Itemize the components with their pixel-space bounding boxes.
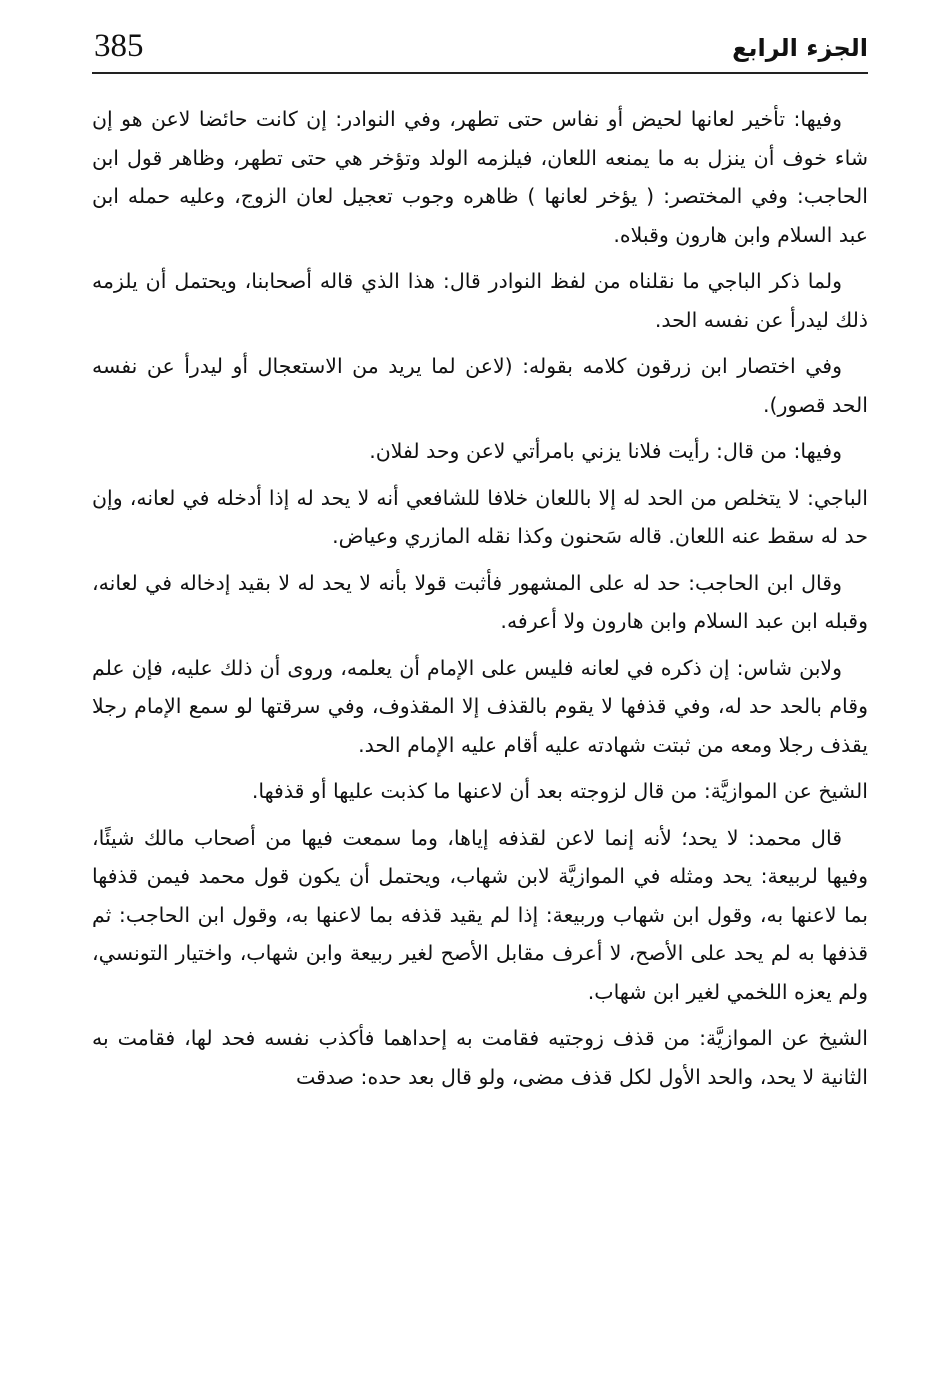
body-text	[92, 100, 868, 1104]
page-header	[92, 26, 868, 74]
paragraph: الباجي: لا يتخلص من الحد له إلا باللعان خلافا للشافعي أنه لا يحد له إذا أدخله في لعانه، وإن حد له سقط عنه اللعان. قاله سَحنون وكذا نقله المازري وعياض.	[92, 485, 868, 548]
paragraph: ولما ذكر الباجي ما نقلناه من لفظ النوادر قال: هذا الذي قاله أصحابنا، ويحتمل أن يلزمه ذلك ليدرأ عن نفسه الحد.	[92, 269, 868, 332]
paragraph: الشيخ عن الموازيَّة: من قال لزوجته بعد أن لاعنها ما كذبت عليها أو قذفها.	[251, 779, 868, 803]
paragraph: ولابن شاس: إن ذكره في لعانه فليس على الإمام أن يعلمه، وروى أن ذلك عليه، فإن علم وقام بالحد حد له، وفي قذفها لا يقوم بالقذف إلا المقذوف، وفي سرقتها لو سمع الإمام رجلا يقذف رجلا ومعه من ثبتت شهادته عليه أقام عليه الإمام الحد.	[92, 655, 868, 757]
paragraph: قال محمد: لا يحد؛ لأنه إنما لاعن لقذفه إياها، وما سمعت فيها من أصحاب مالك شيئًا، وفيها لربيعة: يحد ومثله في الموازيَّة لابن شهاب، ويحتمل أن يكون قول محمد فيمن قذفها بما لاعنها به، وقول ابن شهاب وربيعة: إذا لم يقيد قذفه بما لاعنها به، وقول ابن الحاجب: ثم قذفها به لم يحد على الأصح، لا أعرف مقابل الأصح لغير ربيعة وابن شهاب، واختيار التونسي، ولم يعزه اللخمي لغير ابن شهاب.	[92, 825, 868, 1004]
paragraph: وفيها: تأخير لعانها لحيض أو نفاس حتى تطهر، وفي النوادر: إن كانت حائضا لاعن هو إن شاء خوف أن ينزل به ما يمنعه اللعان، فيلزمه الولد وتؤخر هي حتى تطهر، وظاهر قول ابن الحاجب: وفي المختصر: ( يؤخر لعانها ) ظاهره وجوب تعجيل لعان الزوج، وعليه حمله ابن عبد السلام وابن هارون وقبلاه.	[92, 107, 868, 247]
paragraph: وقال ابن الحاجب: حد له على المشهور فأثبت قولا بأنه لا يحد له لا بقيد إدخاله في لعانه، وقبله ابن عبد السلام وابن هارون ولا أعرفه.	[92, 570, 868, 633]
paragraph: وفيها: من قال: رأيت فلانا يزني بامرأتي لاعن وحد لفلان.	[369, 439, 842, 463]
running-title: الجزء الرابع	[732, 34, 868, 62]
header-divider	[92, 72, 868, 74]
paragraph: وفي اختصار ابن زرقون كلامه بقوله: (لاعن لما يريد من الاستعجال أو ليدرأ عن نفسه الحد قصور).	[92, 354, 868, 417]
paragraph: الشيخ عن الموازيَّة: من قذف زوجتيه فقامت به إحداهما فأكذب نفسه فحد لها، فقامت به الثانية لا يحد، والحد الأول لكل قذف مضى، ولو قال بعد حده: صدقت	[92, 1026, 868, 1089]
page-number: 385	[94, 28, 144, 64]
